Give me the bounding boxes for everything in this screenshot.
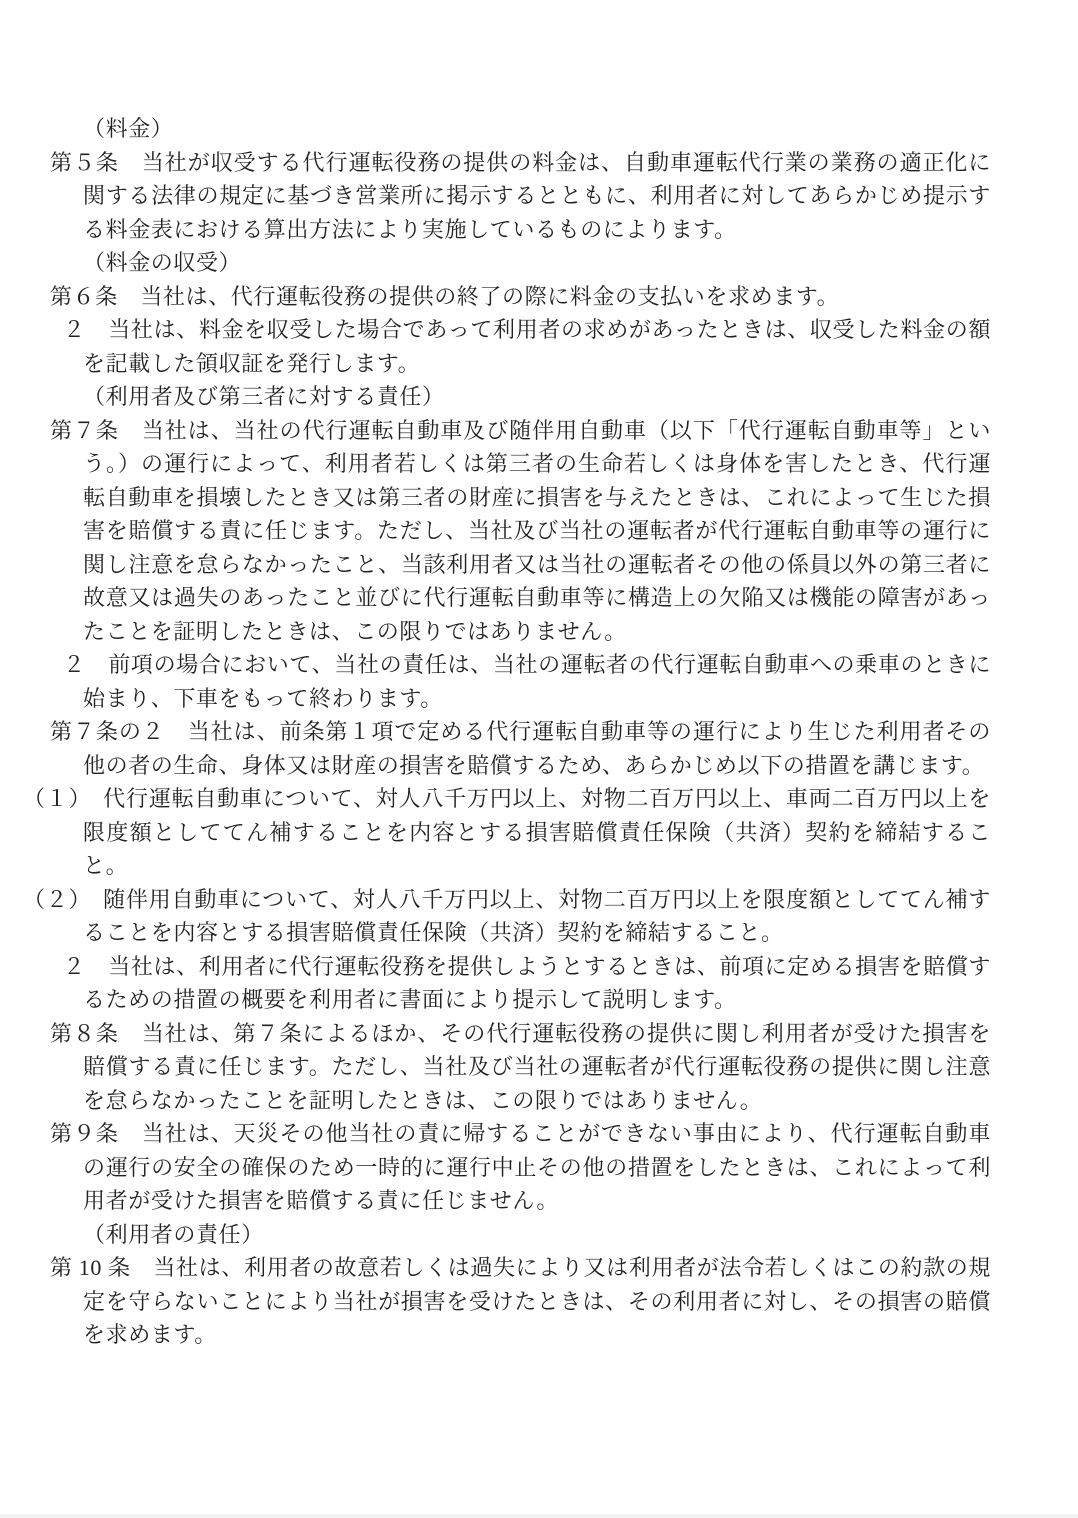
article-6-paragraph-2: ２ 当社は、料金を収受した場合であって利用者の求めがあったときは、収受した料金の額を記載した領収証を発行します。 xyxy=(63,317,991,376)
article-7-paragraph-2: ２ 前項の場合において、当社の責任は、当社の運転者の代行運転自動車への乗車のときに始まり、下車をもって終わります。 xyxy=(63,652,991,711)
article-7: 第７条 当社は、当社の代行運転自動車及び随伴用自動車（以下「代行運転自動車等」という。）の運行によって、利用者若しくは第三者の生命若しくは身体を害したとき、代行運転自動車を損壊したとき又は第三者の財産に損害を与えたときは、これによって生じた損害を賠償する責に任じます。ただし、当社及び当社の運転者が代行運転自動車等の運行に関し注意を怠らなかったこと、当該利用者又は当社の運転者その他の係員以外の第三者に故意又は過失のあったこと並びに代行運転自動車等に構造上の欠陥又は機能の障害があったことを証明したときは、この限りではありません。 xyxy=(50,417,991,644)
heading-fees: （料金） xyxy=(83,116,174,141)
article-6: 第６条 当社は、代行運転役務の提供の終了の際に料金の支払いを求めます。 xyxy=(50,283,840,309)
article-5: 第５条 当社が収受する代行運転役務の提供の料金は、自動車運転代行業の業務の適正化に関する法律の規定に基づき営業所に掲示するとともに、利用者に対してあらかじめ提示する料金表における算出方法により実施しているものによります。 xyxy=(50,149,991,242)
heading-user-responsibility: （利用者の責任） xyxy=(83,1221,264,1247)
article-9: 第９条 当社は、天災その他当社の責に帰することができない事由により、代行運転自動車の運行の安全の確保のため一時的に運行中止その他の措置をしたときは、これによって利用者が受けた損害を賠償する責に任じません。 xyxy=(50,1121,991,1213)
heading-fee-collection: （料金の収受） xyxy=(83,250,242,275)
article-7-2: 第７条の２ 当社は、前条第１項で定める代行運転自動車等の運行により生じた利用者その他の者の生命、身体又は財産の損害を賠償するため、あらかじめ以下の措置を講じます。 xyxy=(50,719,991,778)
article-7-2-item-2: （２） 随伴用自動車について、対人八千万円以上、対物二百万円以上を限度額としててん補することを内容とする損害賠償責任保険（共済）契約を締結すること。 xyxy=(23,886,991,945)
article-8: 第８条 当社は、第７条によるほか、その代行運転役務の提供に関し利用者が受けた損害を賠償する責に任じます。ただし、当社及び当社の運転者が代行運転役務の提供に関し注意を怠らなかったことを証明したときは、この限りではありません。 xyxy=(50,1020,991,1113)
heading-liability-to-users: （利用者及び第三者に対する責任） xyxy=(83,384,445,409)
article-7-2-item-1: （１） 代行運転自動車について、対人八千万円以上、対物二百万円以上、車両二百万円以上を限度額としててん補することを内容とする損害賠償責任保険（共済）契約を締結すること。 xyxy=(23,786,991,878)
terms-text-body xyxy=(23,112,991,1352)
article-7-2-paragraph-2: ２ 当社は、利用者に代行運転役務を提供しようとするときは、前項に定める損害を賠償するための措置の概要を利用者に書面により提示して説明します。 xyxy=(63,953,991,1012)
next-page-boundary xyxy=(0,1514,1078,1518)
article-10: 第 10 条 当社は、利用者の故意若しくは過失により又は利用者が法令若しくはこの約款の規定を守らないことにより当社が損害を受けたときは、その利用者に対し、その損害の賠償を求めます。 xyxy=(50,1255,991,1347)
